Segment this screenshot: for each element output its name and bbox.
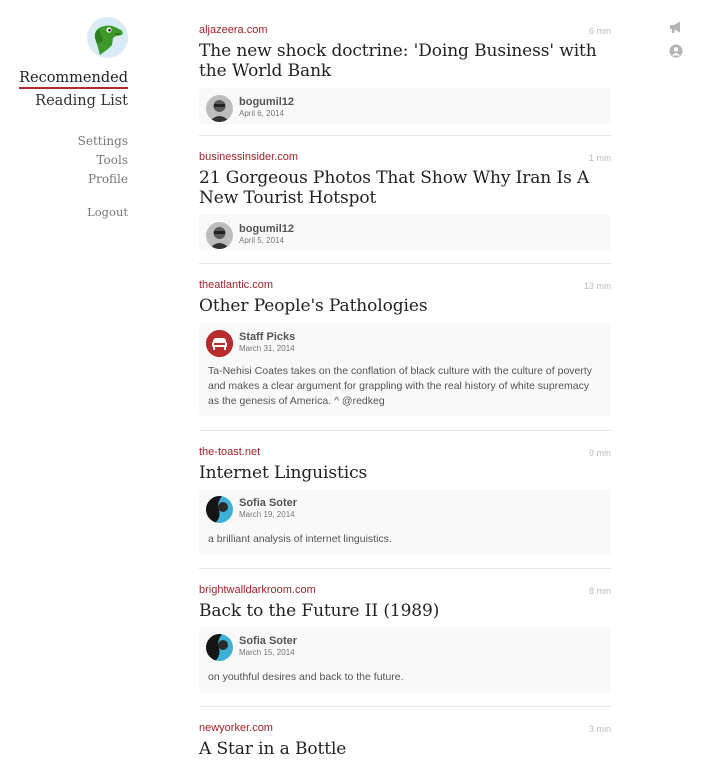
avatar[interactable] (206, 95, 233, 122)
user-icon[interactable] (669, 44, 683, 58)
recommend-date: March 15, 2014 (239, 648, 295, 657)
couch-icon (206, 330, 233, 357)
recommendation-card (199, 215, 611, 251)
recommendation-card (199, 627, 611, 693)
item-source[interactable]: newyorker.com (199, 722, 273, 734)
recommender-name[interactable]: bogumil12 (239, 223, 295, 235)
feed-item[interactable] (199, 264, 611, 431)
feed-list (199, 0, 611, 767)
recommendation-card (199, 323, 611, 416)
item-title[interactable]: Back to the Future II (1989) (199, 601, 440, 621)
avatar[interactable] (206, 222, 233, 249)
recommendation-note: a brilliant analysis of internet linguistics. (208, 533, 392, 545)
recommender-name[interactable]: Staff Picks (239, 331, 296, 343)
recommendation-card (199, 88, 611, 124)
megaphone-icon[interactable] (669, 20, 683, 34)
feed-item[interactable] (199, 0, 611, 136)
feed-item[interactable] (199, 569, 611, 707)
staff-picks-avatar[interactable] (206, 330, 233, 357)
item-source[interactable]: theatlantic.com (199, 279, 273, 291)
item-title[interactable]: Other People's Pathologies (199, 296, 428, 316)
recommender-name[interactable]: Sofia Soter (239, 497, 298, 509)
item-read-time: 3 min (588, 724, 611, 734)
recommender-name[interactable]: Sofia Soter (239, 635, 298, 647)
recommend-date: March 31, 2014 (239, 344, 295, 353)
dinosaur-icon (87, 17, 128, 58)
item-read-time: 6 min (588, 26, 611, 36)
nav-profile[interactable]: Profile (88, 172, 128, 186)
item-read-time: 9 min (588, 448, 611, 458)
feed-item[interactable] (199, 707, 611, 767)
item-read-time: 13 min (583, 281, 611, 291)
nav-reading-list[interactable]: Reading List (35, 93, 128, 109)
recommendation-note: Ta-Nehisi Coates takes on the conflation of black culture with the culture of poverty and makes a clear argument for grappling with the real history of white supremacy as the genesis of America. ^ @redkeg (208, 365, 593, 407)
recommendation-note: on youthful desires and back to the future. (208, 671, 404, 683)
item-read-time: 1 min (588, 153, 611, 163)
avatar[interactable] (206, 496, 233, 523)
recommendation-card (199, 489, 611, 555)
recommend-date: March 19, 2014 (239, 510, 295, 519)
item-title[interactable]: The new shock doctrine: 'Doing Business' with the World Bank (199, 41, 597, 81)
nav-logout[interactable]: Logout (87, 205, 128, 219)
item-title[interactable]: 21 Gorgeous Photos That Show Why Iran Is A New Tourist Hotspot (199, 168, 590, 208)
item-source[interactable]: aljazeera.com (199, 24, 268, 36)
nav-recommended[interactable]: Recommended (19, 70, 128, 89)
item-read-time: 8 min (588, 586, 611, 596)
item-source[interactable]: brightwalldarkroom.com (199, 584, 316, 596)
nav-tools[interactable]: Tools (96, 153, 128, 167)
recommend-date: April 6, 2014 (239, 109, 284, 118)
item-title[interactable]: Internet Linguistics (199, 463, 368, 483)
item-source[interactable]: businessinsider.com (199, 151, 299, 163)
feed-item[interactable] (199, 431, 611, 569)
item-title[interactable]: A Star in a Bottle (199, 739, 347, 759)
recommender-name[interactable]: bogumil12 (239, 96, 295, 108)
avatar[interactable] (206, 634, 233, 661)
pocket-logo[interactable] (87, 17, 128, 58)
recommend-date: April 5, 2014 (239, 236, 284, 245)
nav-settings[interactable]: Settings (77, 134, 128, 148)
feed-item[interactable] (199, 136, 611, 264)
item-source[interactable]: the-toast.net (199, 446, 261, 458)
